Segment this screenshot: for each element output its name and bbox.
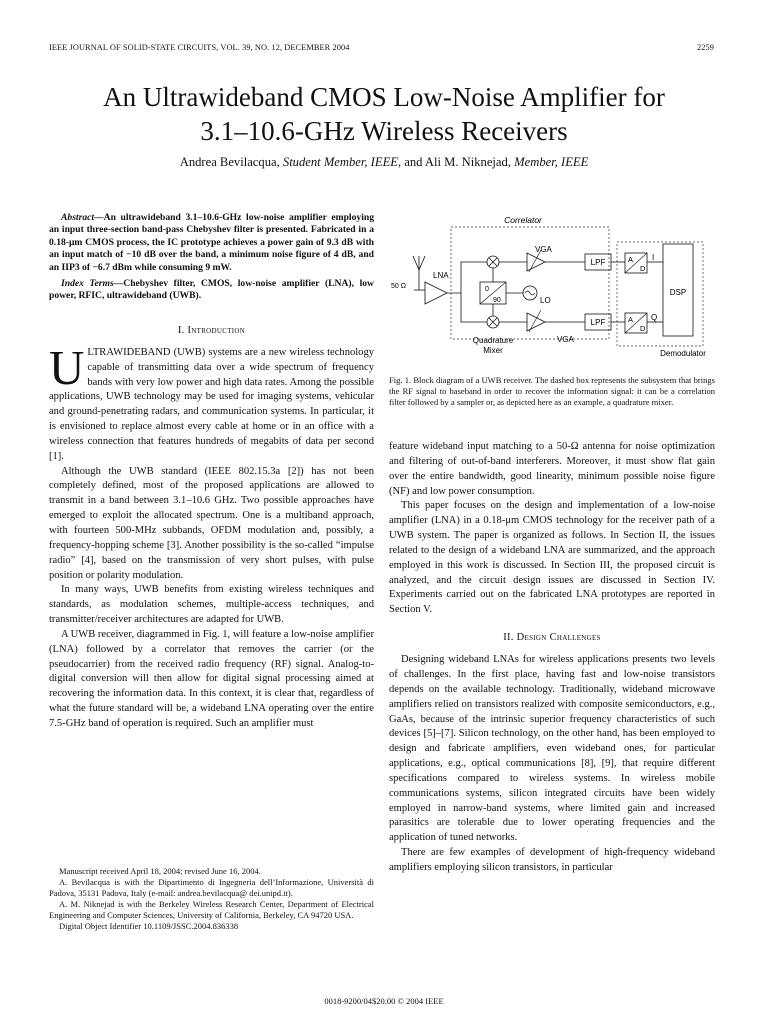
footnotes	[49, 866, 374, 932]
quadrature-mixer-label-line-2: Mixer	[483, 346, 503, 355]
design-paragraph-2: There are few examples of development of high-frequency wideband amplifiers employing silicon transistors, in particular	[389, 847, 715, 873]
intro-paragraph-2: Although the UWB standard (IEEE 802.15.3a [2]) has not been completely defined, most of the proposed applications are allowed to transmit in a band between 3.1–10.6 GHz. Two possible approaches have emerged to exploit the allocated spectrum. One is a multiband approach, with fourteen 500-MHz subbands, OFDM modulation and, possibly, a frequency-hopping scheme [3]. Another possibility is the so-called “impulse radio” [4], based on the transmission of very short pulses, with pulse position or polarity modulation.	[49, 465, 374, 581]
design-paragraph-1: Designing wideband LNAs for wireless applications presents two levels of challenges. In the first place, having fast and low-noise transistors depends on the available technology. Traditionally, wideband microwave amplifiers relied on transistors realized with composite semiconductors, e.g., GaAs, because of the intrinsic superior frequency characteristics of such devices [5]–[7]. Silicon technology, on the other hand, has been employed to design and fabricate amplifiers, even wideband ones, for particular applications, e.g., optical communications [8], [9], that require different specifications compared to wireless systems. In wireless mobile communications systems, silicon integrated circuits have been widely employed in narrow-band systems, where limited gain and increased parasitics are tolerable due to lower operating frequencies and the application of tuned networks.	[389, 654, 715, 844]
intro-paragraph-1	[49, 339, 374, 465]
author-2-role: Member, IEEE	[514, 155, 589, 169]
author-connector: and	[404, 155, 423, 169]
footnote-author-2: A. M. Niknejad is with the Berkeley Wireless Research Center, Department of Electrical Engineering and Computer Sciences, University of California, Berkeley, CA 94720 USA.	[49, 899, 374, 920]
phase-0-label: 0	[485, 286, 489, 293]
section-heading-introduction: I. Introduction	[177, 324, 246, 336]
running-head	[49, 43, 714, 52]
vga-bottom-label: VGA	[557, 335, 574, 344]
dsp-label: DSP	[669, 288, 687, 297]
intro-paragraph-1-text: LTRAWIDEBAND (UWB) systems are a new wireless technology capable of transmitting data over a wide spectrum of frequency bands with very low power and high data rates. Among the possible applications, UWB technology may be used for imaging systems, vehicular and ground-penetrating radars, and communication systems. In particular, it is envisioned to replace almost every cable at home or in an office with a wireless connection that features hundreds of megabits of data per second [1].	[49, 346, 374, 462]
paper-title	[30, 80, 738, 148]
vga-top-label: VGA	[535, 245, 552, 254]
author-2: Ali M. Niknejad,	[424, 155, 511, 169]
journal-name: IEEE JOURNAL OF SOLID-STATE CIRCUITS, VOL. 39, NO. 12, DECEMBER 2004	[49, 43, 350, 52]
antenna-icon	[413, 256, 425, 290]
index-terms	[49, 278, 374, 303]
mixer-top	[487, 256, 499, 268]
quadrature-mixer-label-line-1: Quadrature	[472, 336, 514, 345]
intro-paragraph-4: A UWB receiver, diagrammed in Fig. 1, will feature a low-noise amplifier (LNA) followed by a correlator that removes the carrier (or the pseudocarrier) from the received radio frequency (RF) signal. Analog-to-digital conversion will then allow for digital signal processing aimed at recovering the information data. In this context, it is clear that, regardless of what the future standard will be, a wideband LNA operating over the entire 7.5-GHz band of operation is required. Such an amplifier must	[49, 628, 374, 729]
q-output-label: Q	[651, 313, 658, 322]
index-terms-label: Index Terms—	[61, 278, 124, 290]
page-number: 2259	[697, 43, 714, 52]
vga-top	[527, 253, 545, 271]
abstract-text: An ultrawideband 3.1–10.6-GHz low-noise amplifier employing an input three-section band-pass Chebyshev filter is presented. Fabricated in a 0.18-μm CMOS process, the IC prototype achieves a power gain of 9.3 dB with an input match of −10 dB over the band, a minimum noise figure of 4 dB, and an IIP3 of −6.7 dBm while consuming 9 mW.	[49, 212, 374, 273]
author-line	[30, 155, 738, 170]
i-output-label: I	[652, 253, 655, 262]
index-terms-text: Chebyshev filter, CMOS, low-noise amplifier (LNA), low power, RFIC, ultrawideband (UWB).	[49, 278, 374, 302]
lna-label: LNA	[433, 271, 449, 280]
intro-paragraph-6: This paper focuses on the design and implementation of a low-noise amplifier (LNA) in a 0.18-μm CMOS technology for the receiver path of a UWB system. The paper is organized as follows. In Section II, the issues related to the design of a wideband LNA are summarized, and the approach employed in this work is discussed. In Section III, the proposed circuit is analyzed, and the circuit design issues are discussed in Section IV. Experiments carried out on the fabricated LNA prototypes are reported in Section V.	[389, 500, 715, 616]
author-1: Andrea Bevilacqua,	[179, 155, 280, 169]
abstract-label: Abstract—	[61, 212, 104, 223]
adc-top-d-label: D	[640, 264, 646, 273]
block-diagram-svg	[389, 212, 715, 362]
lo-source-icon	[506, 286, 537, 300]
demodulator-label: Demodulator	[660, 349, 706, 358]
footnote-received: Manuscript received April 18, 2004; revised June 16, 2004.	[59, 866, 261, 876]
intro-paragraph-3: In many ways, UWB benefits from existing wireless techniques and standards, as modulation schemes, multiple-access techniques, and transmitter/receiver architectures are adapted for UWB.	[49, 584, 374, 626]
left-column	[49, 212, 374, 732]
lpf-bottom-label: LPF	[590, 318, 606, 327]
copyright-footer: 0018-9200/04$20.00 © 2004 IEEE	[324, 996, 444, 1006]
figure-1-block-diagram	[389, 212, 715, 362]
mixer-bottom	[487, 316, 499, 328]
abstract	[49, 212, 374, 274]
footnote-author-1: A. Bevilacqua is with the Dipartimento di Ingegneria dell’Informazione, Università di Padova, 35131 Padova, Italy (e-mail: andrea.bevilacqua@ dei.unipd.it).	[49, 877, 374, 898]
title-line-1: An Ultrawideband CMOS Low-Noise Amplifier for	[103, 82, 665, 112]
section-heading-design-challenges: II. Design Challenges	[503, 632, 601, 644]
intro-paragraph-5: feature wideband input matching to a 50-Ω antenna for noise optimization and filtering of out-of-band interferers. Moreover, it must show flat gain over the entire bandwidth, good linearity, minimum possible noise figure (NF) and low power consumption.	[389, 441, 715, 497]
lo-label: LO	[540, 296, 551, 305]
lna-amplifier	[425, 282, 447, 304]
correlator-label: Correlator	[504, 215, 542, 225]
phase-90-label: 90	[493, 297, 501, 304]
title-line-2: 3.1–10.6-GHz Wireless Receivers	[200, 116, 568, 146]
adc-bottom-a-label: A	[628, 315, 634, 324]
lpf-top-label: LPF	[590, 258, 606, 267]
figure-1-caption: Fig. 1. Block diagram of a UWB receiver. The dashed box represents the subsystem that brings the RF signal to baseband in order to recover the information signal: it can be a correlation filter followed by a sampler or, as depicted here as an example, a quadrature mixer.	[389, 375, 715, 407]
source-impedance-label: 50 Ω	[391, 283, 406, 290]
adc-top-a-label: A	[628, 255, 634, 264]
author-1-role: Student Member, IEEE,	[282, 155, 402, 169]
adc-bottom-d-label: D	[640, 324, 646, 333]
footnote-doi: Digital Object Identifier 10.1109/JSSC.2004.836338	[59, 921, 239, 931]
vga-bottom	[527, 313, 545, 331]
drop-cap: U	[49, 339, 85, 395]
right-column	[389, 440, 715, 876]
